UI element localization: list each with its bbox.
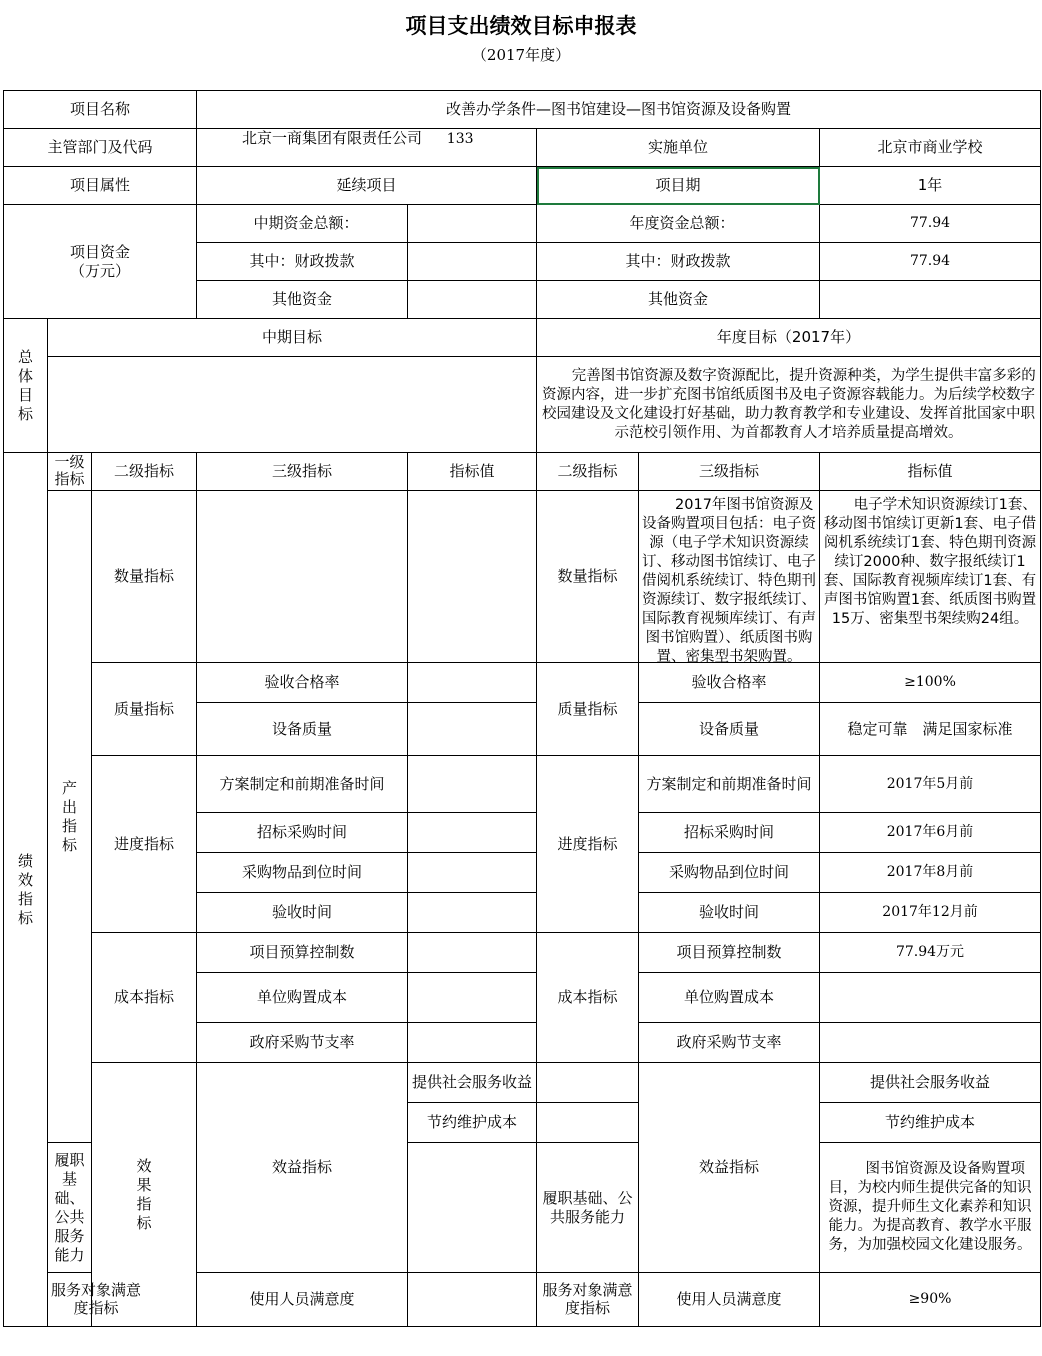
benefit-indicator-mid: 效益指标 [197, 1063, 408, 1273]
value-header-mid: 指标值 [408, 453, 537, 491]
progress-indicator-year: 进度指标 [537, 756, 639, 933]
gov-saving-year: 政府采购节支率 [639, 1023, 820, 1063]
dept-value [197, 129, 537, 167]
gov-saving-mid: 政府采购节支率 [197, 1023, 408, 1063]
arrive-time-mid: 采购物品到位时间 [197, 853, 408, 893]
pass-rate-year: 验收合格率 [639, 663, 820, 703]
perf-indicators-label: 绩效指标 [4, 453, 48, 1327]
pass-rate-mid: 验收合格率 [197, 663, 408, 703]
unit-cost-val-year [820, 973, 1041, 1023]
level1-header: 一级指标 [48, 453, 92, 491]
satisfaction-l3-mid: 使用人员满意度 [197, 1273, 408, 1327]
gov-saving-val-mid [408, 1023, 537, 1063]
cost-indicator-mid: 成本指标 [92, 933, 197, 1063]
save-maint-mid: 节约维护成本 [408, 1103, 537, 1143]
bid-time-year: 招标采购时间 [639, 813, 820, 853]
save-maint-val-mid [537, 1103, 639, 1143]
year-fiscal-label: 其中：财政拨款 [537, 243, 820, 281]
satisfaction-indicator-year: 服务对象满意度指标 [537, 1273, 639, 1327]
equip-quality-val-year: 稳定可靠 满足国家标准 [820, 703, 1041, 756]
year-other-label: 其他资金 [537, 281, 820, 319]
social-mid: 提供社会服务收益 [408, 1063, 537, 1103]
impl-unit-value: 北京市商业学校 [820, 129, 1041, 167]
page-title: 项目支出绩效目标申报表 [405, 14, 637, 38]
accept-time-val-mid [408, 893, 537, 933]
year-goal-text: 完善图书馆资源及数字资源配比，提升资源种类，为学生提供丰富多彩的资源内容，进一步扩充图书馆纸质图书及电子资源容载能力。为后续学校数字校园建设及文化建设打好基础，助力教育教学和专业建设、发挥首批国家中职示范校引领作用、为首都教育人才培养质量提高增效。 [537, 357, 1041, 453]
level3-header-mid: 三级指标 [197, 453, 408, 491]
quantity-indicator-mid: 数量指标 [92, 491, 197, 663]
mid-other-label: 其他资金 [197, 281, 408, 319]
plan-time-val-mid [408, 756, 537, 813]
social-val-mid [537, 1063, 639, 1103]
mid-fiscal-value [408, 243, 537, 281]
dept-name: 北京一商集团有限责任公司 [242, 129, 423, 147]
arrive-time-val-year: 2017年8月前 [820, 853, 1041, 893]
unit-cost-mid: 单位购置成本 [197, 973, 408, 1023]
level2-header-mid: 二级指标 [92, 453, 197, 491]
mid-goal-text [48, 357, 537, 453]
project-attr-label: 项目属性 [4, 167, 197, 205]
satisfaction-indicator-mid: 服务对象满意度指标 [48, 1273, 92, 1327]
impl-unit-label: 实施单位 [537, 129, 820, 167]
project-period-label[interactable]: 项目期 [537, 167, 820, 205]
output-indicators-label: 产出指标 [48, 491, 92, 1143]
quality-indicator-mid: 质量指标 [92, 663, 197, 756]
duty-val-mid [408, 1143, 537, 1273]
plan-time-val-year: 2017年5月前 [820, 756, 1041, 813]
plan-time-mid: 方案制定和前期准备时间 [197, 756, 408, 813]
quantity-l3-mid [197, 491, 408, 663]
bid-time-mid: 招标采购时间 [197, 813, 408, 853]
satisfaction-val-year: ≥90% [820, 1273, 1041, 1327]
pass-rate-val-year: ≥100% [820, 663, 1041, 703]
social-year: 提供社会服务收益 [820, 1063, 1041, 1103]
quality-indicator-year: 质量指标 [537, 663, 639, 756]
bid-time-val-year: 2017年6月前 [820, 813, 1041, 853]
satisfaction-val-mid [408, 1273, 537, 1327]
mid-goal-header: 中期目标 [48, 319, 537, 357]
budget-year: 项目预算控制数 [639, 933, 820, 973]
value-header-year: 指标值 [820, 453, 1041, 491]
quantity-l3-year: 2017年图书馆资源及设备购置项目包括：电子资源（电子学术知识资源续订、移动图书馆续订、电子借阅机系统续订、特色期刊资源续订、数字报纸续订、国际教育视频库续订、有声图书馆购置）、纸质图书购置、密集型书架购置。 [639, 491, 820, 663]
accept-time-val-year: 2017年12月前 [820, 893, 1041, 933]
overall-goal-label: 总体目标 [4, 319, 48, 453]
performance-table [3, 90, 1041, 1327]
progress-indicator-mid: 进度指标 [92, 756, 197, 933]
cost-indicator-year: 成本指标 [537, 933, 639, 1063]
year-total-label: 年度资金总额： [537, 205, 820, 243]
arrive-time-year: 采购物品到位时间 [639, 853, 820, 893]
accept-time-year: 验收时间 [639, 893, 820, 933]
level3-header-year: 三级指标 [639, 453, 820, 491]
budget-val-year: 77.94万元 [820, 933, 1041, 973]
year-goal-header: 年度目标（2017年） [537, 319, 1041, 357]
project-period-value: 1年 [820, 167, 1041, 205]
funds-label: 项目资金 （万元） [4, 205, 197, 319]
mid-other-value [408, 281, 537, 319]
unit-cost-val-mid [408, 973, 537, 1023]
project-name-value: 改善办学条件—图书馆建设—图书馆资源及设备购置 [197, 91, 1041, 129]
quantity-val-mid [408, 491, 537, 663]
quantity-indicator-year: 数量指标 [537, 491, 639, 663]
project-name-label: 项目名称 [4, 91, 197, 129]
save-maint-year: 节约维护成本 [820, 1103, 1041, 1143]
gov-saving-val-year [820, 1023, 1041, 1063]
page-subtitle: （2017年度） [471, 46, 571, 64]
mid-total-label: 中期资金总额： [197, 205, 408, 243]
benefit-indicator-year: 效益指标 [639, 1063, 820, 1273]
level2-header-year: 二级指标 [537, 453, 639, 491]
unit-cost-year: 单位购置成本 [639, 973, 820, 1023]
year-fiscal-value: 77.94 [820, 243, 1041, 281]
bid-time-val-mid [408, 813, 537, 853]
equip-quality-val-mid [408, 703, 537, 756]
mid-fiscal-label: 其中：财政拨款 [197, 243, 408, 281]
year-other-value [820, 281, 1041, 319]
satisfaction-l3-year: 使用人员满意度 [639, 1273, 820, 1327]
dept-code-label: 主管部门及代码 [4, 129, 197, 167]
equip-quality-year: 设备质量 [639, 703, 820, 756]
quantity-val-year: 电子学术知识资源续订1套、移动图书馆续订更新1套、电子借阅机系统续订1套、特色期刊资源续订2000种、数字报纸续订1套、国际教育视频库续订1套、有声图书馆购置1套、纸质图书购置15万、密集型书架续购24组。 [820, 491, 1041, 663]
accept-time-mid: 验收时间 [197, 893, 408, 933]
duty-year: 履职基础、公共服务能力 [537, 1143, 639, 1273]
year-total-value: 77.94 [820, 205, 1041, 243]
equip-quality-mid: 设备质量 [197, 703, 408, 756]
mid-total-value [408, 205, 537, 243]
duty-mid: 履职基础、公共服务能力 [48, 1143, 92, 1273]
budget-val-mid [408, 933, 537, 973]
dept-code: 133 [446, 131, 474, 147]
duty-val-year: 图书馆资源及设备购置项目，为校内师生提供完备的知识资源，提升师生文化素养和知识能力。为提高教育、教学水平服务，为加强校园文化建设服务。 [820, 1143, 1041, 1273]
plan-time-year: 方案制定和前期准备时间 [639, 756, 820, 813]
budget-mid: 项目预算控制数 [197, 933, 408, 973]
arrive-time-val-mid [408, 853, 537, 893]
effect-indicators-label: 效果指标 [92, 1063, 197, 1327]
pass-rate-val-mid [408, 663, 537, 703]
project-attr-value: 延续项目 [197, 167, 537, 205]
